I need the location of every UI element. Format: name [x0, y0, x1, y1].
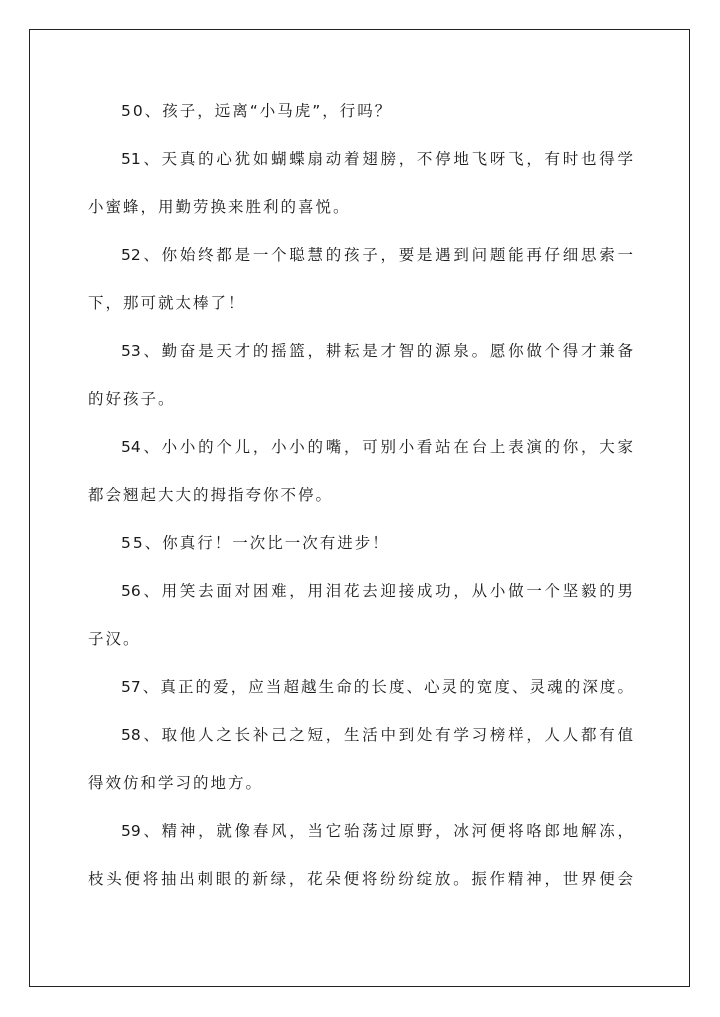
- paragraph-line: 都会翘起大大的拇指夸你不停。: [88, 486, 334, 504]
- list-item: [88, 91, 633, 139]
- paragraph-line: 57、真正的爱，应当超越生命的长度、心灵的宽度、灵魂的深度。: [121, 678, 633, 696]
- paragraph-line: 小蜜蜂，用勤劳换来胜利的喜悦。: [88, 198, 351, 216]
- paragraph-line: 54、小小的个儿，小小的嘴，可别小看站在台上表演的你，大家: [121, 438, 633, 456]
- list-item: [88, 715, 633, 811]
- paragraph-line: 50、孩子，远离“小马虎”，行吗？: [121, 102, 393, 120]
- list-item: [88, 427, 633, 523]
- list-item: [88, 139, 633, 235]
- paragraph-line: 52、你始终都是一个聪慧的孩子，要是遇到问题能再仔细思索一: [121, 246, 633, 264]
- paragraph-line: 子汉。: [88, 630, 141, 648]
- paragraph-line: 的好孩子。: [88, 390, 176, 408]
- list-item: [88, 811, 633, 907]
- document-body: [88, 91, 633, 907]
- paragraph-line: 59、精神，就像春风，当它骀荡过原野，冰河便将咯郎地解冻，: [121, 822, 633, 840]
- paragraph-line: 53、勤奋是天才的摇篮，耕耘是才智的源泉。愿你做个得才兼备: [121, 342, 633, 360]
- list-item: [88, 571, 633, 667]
- paragraph-line: 55、你真行！一次比一次有进步！: [121, 534, 390, 552]
- paragraph-line: 51、天真的心犹如蝴蝶扇动着翅膀，不停地飞呀飞，有时也得学: [121, 150, 633, 168]
- list-item: [88, 523, 633, 571]
- paragraph-line: 58、取他人之长补己之短，生活中到处有学习榜样，人人都有值: [121, 726, 633, 744]
- paragraph-line: 得效仿和学习的地方。: [88, 774, 264, 792]
- list-item: [88, 235, 633, 331]
- paragraph-line: 下，那可就太棒了！: [88, 294, 246, 312]
- list-item: [88, 331, 633, 427]
- paragraph-line: 枝头便将抽出刺眼的新绿，花朵便将纷纷绽放。振作精神，世界便会: [88, 870, 633, 888]
- list-item: [88, 667, 633, 715]
- paragraph-line: 56、用笑去面对困难，用泪花去迎接成功，从小做一个坚毅的男: [121, 582, 633, 600]
